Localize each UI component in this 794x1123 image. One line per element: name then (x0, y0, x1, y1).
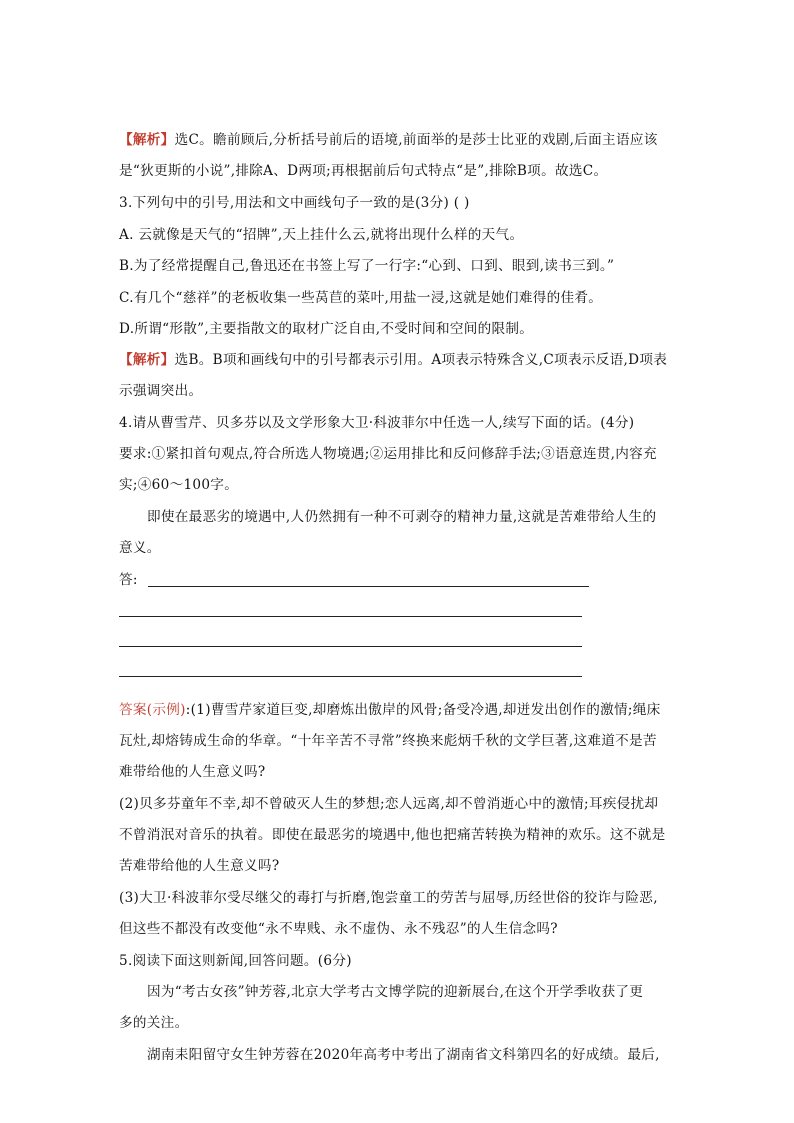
question-4-prompt-line1: 即使在最恶劣的境遇中,人仍然拥有一种不可剥夺的精神力量,这就是苦难带给人生的 (147, 509, 657, 525)
sample-answer-p1-line2: 瓦灶,却熔铸成生命的华章。“十年辛苦不寻常”终换来彪炳千秋的文学巨著,这难道不是苦 (119, 733, 657, 749)
sample-answer-p3-line1: (3)大卫·科波菲尔受尽继父的毒打与折磨,饱尝童工的劳苦与屈辱,历经世俗的狡诈与险恶, (119, 890, 658, 906)
question-4-stem: 4.请从曹雪芹、贝多芬以及文学形象大卫·科波菲尔中任选一人,续写下面的话。(4分) (119, 415, 635, 431)
question-5-stem: 5.阅读下面这则新闻,回答问题。(6分) (119, 953, 352, 969)
sample-answer-text: :(1)曹雪芹家道巨变,却磨炼出傲岸的风骨;备受冷遇,却迸发出创作的激情;绳床 (185, 702, 661, 718)
answer-label: 答: (119, 572, 138, 588)
answer-blank-line[interactable] (119, 616, 582, 617)
analysis-tag: 【解析】 (119, 132, 175, 148)
sample-answer-p2-line2: 不曾消泯对音乐的执着。即使在最恶劣的境遇中,他也把痛苦转换为精神的欢乐。这不就是 (119, 827, 666, 843)
question-3-stem: 3.下列句中的引号,用法和文中画线句子一致的是(3分) ( ) (119, 195, 470, 211)
sample-answer-p1-line1 (119, 700, 681, 720)
analysis-text: 选C。瞻前顾后,分析括号前后的语境,前面举的是莎士比亚的戏剧,后面主语应该 (174, 132, 658, 148)
analysis-q2-line2: 是“狄更斯的小说”,排除A、D两项;再根据前后句式特点“是”,排除B项。故选C。 (119, 163, 608, 179)
analysis-tag: 【解析】 (119, 352, 175, 368)
analysis-q2-line1 (119, 130, 681, 150)
question-3-option-a: A. 云就像是天气的“招牌”,天上挂什么云,就将出现什么样的天气。 (119, 227, 524, 243)
question-4-requirement-line2: 实;④60～100字。 (119, 477, 239, 493)
analysis-q3-line2: 示强调突出。 (119, 383, 203, 399)
analysis-q3-line1 (119, 350, 681, 370)
question-4-requirement-line1: 要求:①紧扣首句观点,符合所选人物境遇;②运用排比和反问修辞手法;③语意连贯,内容充 (119, 446, 657, 462)
sample-answer-p3-line2: 但这些不都没有改变他“永不卑贱、永不虚伪、永不残忍”的人生信念吗? (119, 921, 558, 937)
question-4-prompt-line2: 意义。 (119, 540, 161, 556)
news-para2-line1: 湖南耒阳留守女生钟芳蓉在2020年高考中考出了湖南省文科第四名的好成绩。最后, (147, 1047, 660, 1063)
news-para1-line2: 多的关注。 (119, 1015, 189, 1031)
question-3-option-c: C.有几个“慈祥”的老板收集一些莴苣的菜叶,用盐一浸,这就是她们难得的佳肴。 (119, 290, 603, 306)
analysis-text: 选B。B项和画线句中的引号都表示引用。A项表示特殊含义,C项表示反语,D项表 (174, 352, 668, 368)
answer-blank-line[interactable] (119, 676, 582, 677)
question-3-option-d: D.所谓“形散”,主要指散文的取材广泛自由,不受时间和空间的限制。 (119, 321, 534, 337)
sample-answer-p2-line3: 苦难带给他的人生意义吗? (119, 858, 280, 874)
news-para1-line1: 因为“考古女孩”钟芳蓉,北京大学考古文博学院的迎新展台,在这个开学季收获了更 (147, 984, 644, 1000)
sample-answer-tag: 答案(示例) (119, 702, 186, 718)
question-3-option-b: B.为了经常提醒自己,鲁迅还在书签上写了一行字:“心到、口到、眼到,读书三到。” (119, 258, 615, 274)
sample-answer-p1-line3: 难带给他的人生意义吗? (119, 764, 266, 780)
sample-answer-p2-line1: (2)贝多芬童年不幸,却不曾破灭人生的梦想;恋人远离,却不曾消逝心中的激情;耳疾侵扰却 (119, 796, 659, 812)
answer-blank-line[interactable] (119, 646, 582, 647)
answer-blank-line[interactable] (148, 586, 589, 587)
